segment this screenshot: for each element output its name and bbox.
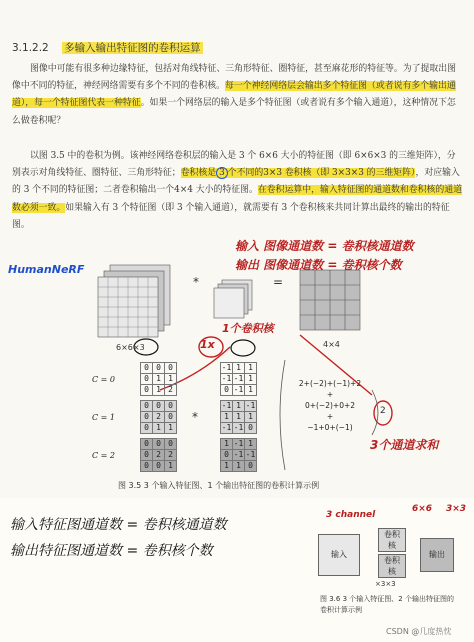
matrix-cell: 2 (165, 385, 177, 396)
kernel-matrix-c1 (220, 400, 257, 434)
matrix-cell: 2 (153, 450, 165, 461)
section-heading (12, 40, 203, 55)
handwritten-humannerf: HumanNeRF (8, 263, 85, 276)
section-number: 3.1.2.2 (12, 42, 49, 54)
matrix-cell: 1 (245, 412, 257, 423)
result-bracket (372, 390, 378, 435)
matrix-cell: 1 (165, 374, 177, 385)
handwritten-sum-channels: 3个通道求和 (370, 438, 439, 452)
p1-line5: 这种情况下怎么做卷积呢？ (12, 98, 456, 126)
matrix-cell: 0 (141, 401, 153, 412)
matrix-cell: 0 (165, 401, 177, 412)
matrix-cell: 0 (153, 461, 165, 472)
matrix-cell: -1 (233, 439, 244, 448)
p2-line4: 4×4 大小的特征图。 (174, 185, 258, 196)
matrix-cell: 0 (153, 363, 165, 374)
matrix-cell: 1 (233, 461, 245, 472)
p1-highlight-feature: 个特征图代表一种特征 (51, 98, 141, 109)
input-cube (98, 265, 170, 337)
matrix-cell: 0 (165, 439, 177, 450)
sum-line-2: 0+(−2)+0+2 (304, 401, 356, 410)
matrix-cell: 1 (153, 374, 165, 385)
small-caption-1: 图 3.6 3 个输入特征图、2 个输出特征图的 (320, 595, 454, 603)
notes-area (0, 498, 474, 642)
output-grid (300, 270, 360, 330)
matrix-cell: -1 (245, 450, 256, 459)
p2-line3: ，对应输入的 3 个不同的特征图；二者卷积输出一个 (12, 168, 460, 196)
p2-line4c: 如 (65, 202, 75, 213)
matrix-cell: -1 (221, 374, 232, 383)
matrix-cell: 1 (233, 401, 245, 412)
matrix-cell: -1 (233, 450, 244, 459)
p2-line1: 以图 3.5 中的卷积为例。该神经网络卷积层的输入是 3 个 6×6 大小的特征图（即 6× (30, 151, 368, 161)
matrix-cell: 1 (153, 385, 165, 396)
paragraph-1 (12, 61, 464, 130)
kernel-matrix-c0 (220, 362, 257, 396)
p2-circled-3: 3 (216, 167, 228, 179)
small-input-box: 输入 (318, 534, 360, 576)
figure-caption: 图 3.5 3 个输入特征图、1 个输出特征图的卷积计算示例 (118, 481, 320, 490)
c1-label: C = 1 (92, 413, 115, 422)
matrix-cell: 0 (141, 461, 153, 472)
p2-line2: 6×3 的三维矩阵），分别表示对角线特征、圈特征、三角形特征； (12, 151, 456, 179)
handwritten-1x: 1x (200, 338, 215, 351)
output-size-label: 4×4 (323, 340, 340, 349)
small-output-box: 输出 (420, 538, 454, 572)
equals-sign: = (273, 275, 284, 289)
matrix-cell: -1 (245, 401, 256, 410)
kernel-matrix-c2 (220, 438, 257, 472)
paragraph-2 (12, 148, 464, 234)
matrix-cell: 1 (165, 461, 177, 472)
sum-line-3: −1+0+(−1) (307, 423, 353, 432)
c2-label: C = 2 (92, 451, 115, 460)
sum-line-1: 2+(−2)+(−1)+2 (298, 379, 362, 388)
matrix-cell: 1 (221, 412, 233, 423)
p2-line5: 果输入有 3 个特征图（即 3 个输入通道），就需要有 3 个卷积核来共同计算出最终的输 (74, 202, 415, 213)
matrix-cell: 1 (221, 461, 233, 472)
matrix-cell: 0 (165, 363, 177, 374)
input-matrix-c1 (140, 400, 177, 434)
matrix-cell: 1 (153, 423, 165, 434)
matrix-cell: 0 (245, 423, 257, 434)
matrix-cell: 0 (221, 385, 233, 396)
black-marks (134, 339, 255, 356)
matrix-cell: 1 (245, 385, 257, 396)
small-times-label: ×3×3 (375, 580, 396, 588)
sum-bracket (280, 360, 285, 470)
matrix-cell: 0 (153, 401, 165, 412)
sum-expression (290, 378, 370, 433)
matrix-cell: 0 (141, 450, 153, 461)
sum-plus-1: + (326, 390, 334, 399)
matrix-cell: 1 (233, 412, 245, 423)
note-3x3: 3×3 (446, 504, 467, 514)
times-sign: * (193, 275, 199, 289)
matrix-cell: -1 (233, 423, 244, 432)
c0-label: C = 0 (92, 375, 115, 384)
note-input-rule: 输入特征图通道数 = 卷积核通道数 (10, 517, 227, 533)
handwritten-one-kernel: 1个卷积核 (222, 322, 274, 335)
p1-line1: 图像中可能有很多种边缘特征，包括对角线特征、三角形特征、圈特征，甚至麻花形 (30, 64, 359, 74)
p2-kernel-label: 卷积核是 (180, 168, 217, 179)
matrix-cell: 1 (245, 374, 257, 385)
matrix-cell: 0 (141, 385, 153, 396)
p2-highlight-kernel (181, 168, 416, 178)
note-3-channel: 3 channel (326, 510, 376, 520)
p1-highlight-outputs: 每一个神经网络层会输出多个特征图（或者说有多个输出通道），每一 (12, 81, 456, 109)
times-sign-2: * (192, 410, 198, 424)
csdn-watermark: CSDN @几度热忱 (386, 627, 452, 636)
matrix-cell: 0 (141, 374, 153, 385)
matrix-cell: 1 (245, 363, 257, 374)
matrix-cell: 0 (141, 423, 153, 434)
p1-line2: 的特征等。为了提取出图像中不同的特征，神经网络需要有多个不同的卷积核。 (12, 64, 456, 92)
matrix-cell: 2 (165, 450, 177, 461)
matrix-cell: -1 (233, 385, 244, 394)
note-output-rule: 输出特征图通道数 = 卷积核个数 (10, 543, 213, 559)
matrix-cell: 0 (245, 461, 257, 472)
section-title: 多输入输出特征图的卷积运算 (64, 42, 201, 54)
handwritten-input-rule: 输入 图像通道数 = 卷积核通道数 (235, 239, 414, 253)
matrix-cell: 0 (165, 412, 177, 423)
matrix-cell: 1 (233, 363, 245, 374)
p2-highlight-channels: 在卷积运算中，输入特征图的通道数和卷积核的通道数必须一致。 (12, 185, 462, 213)
matrix-cell: -1 (221, 401, 232, 410)
small-kernel-box-2: 卷积 核 (378, 554, 406, 578)
matrix-cell: -1 (221, 363, 232, 372)
matrix-cell: 0 (153, 439, 165, 450)
p2-kernel-diff: 个不同的 (227, 168, 264, 179)
result-value: 2 (380, 406, 386, 416)
matrix-cell: -1 (233, 374, 244, 383)
matrix-cell: 0 (141, 412, 153, 423)
p2-kernel-dims: 3×3 卷积核（即 3×3×3 的三维矩阵） (263, 168, 416, 179)
p2-line6: 出的特征图。 (12, 202, 450, 230)
note-6x6: 6×6 (412, 504, 433, 514)
handwritten-output-rule: 输出 图像通道数 = 卷积核个数 (235, 258, 402, 272)
input-size-label: 6×6×3 (116, 343, 145, 352)
matrix-cell: 1 (165, 423, 177, 434)
p1-line4: 。如果一个网络层的输入是多个特征图（或者说有多个输入通道）， (140, 98, 403, 109)
matrix-cell: 0 (221, 450, 233, 461)
small-caption-2: 卷积计算示例 (320, 606, 362, 614)
sum-plus-2: + (326, 412, 334, 421)
matrix-cell: 1 (245, 439, 257, 450)
matrix-cell: 1 (221, 439, 233, 450)
matrix-cell: 0 (141, 363, 153, 374)
matrix-cell: -1 (221, 423, 232, 432)
kernel-cube (214, 280, 252, 318)
input-matrix-c0 (140, 362, 177, 396)
matrix-cell: 0 (141, 439, 153, 450)
input-matrix-c2 (140, 438, 177, 472)
matrix-cell: 2 (153, 412, 165, 423)
small-kernel-box-1: 卷积 核 (378, 528, 406, 552)
